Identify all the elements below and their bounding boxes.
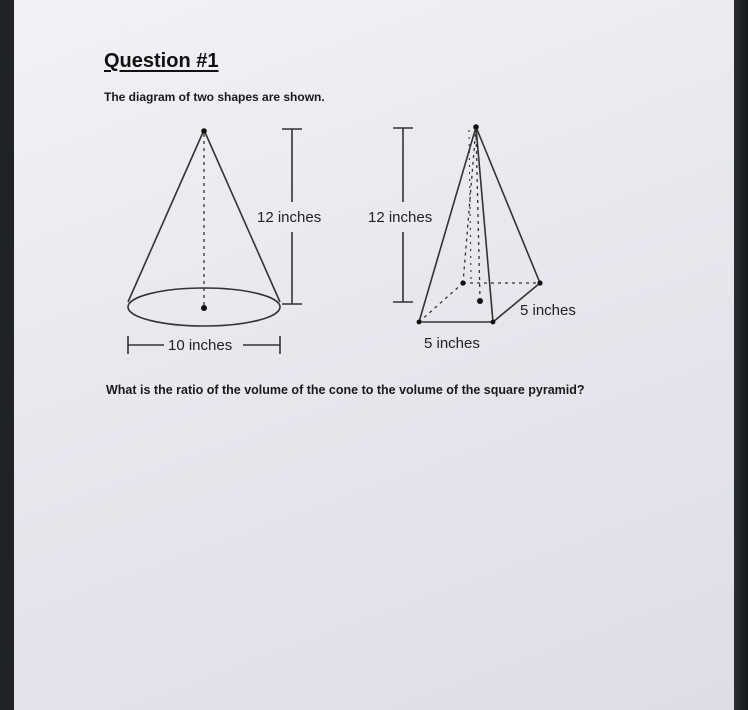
- cone-diameter-label: 10 inches: [168, 337, 233, 354]
- pyramid-height-label: 12 inches: [368, 209, 433, 226]
- question-prompt: What is the ratio of the volume of the cone to the volume of the square pyramid?: [106, 383, 585, 397]
- cone-figure: [128, 128, 280, 326]
- pyramid-figure: [417, 124, 543, 324]
- question-intro: The diagram of two shapes are shown.: [104, 90, 325, 104]
- pyramid-front-label: 5 inches: [424, 335, 480, 352]
- pyramid-side-label: 5 inches: [520, 302, 576, 319]
- question-heading: Question #1: [104, 50, 219, 72]
- cone-height-label: 12 inches: [257, 209, 322, 226]
